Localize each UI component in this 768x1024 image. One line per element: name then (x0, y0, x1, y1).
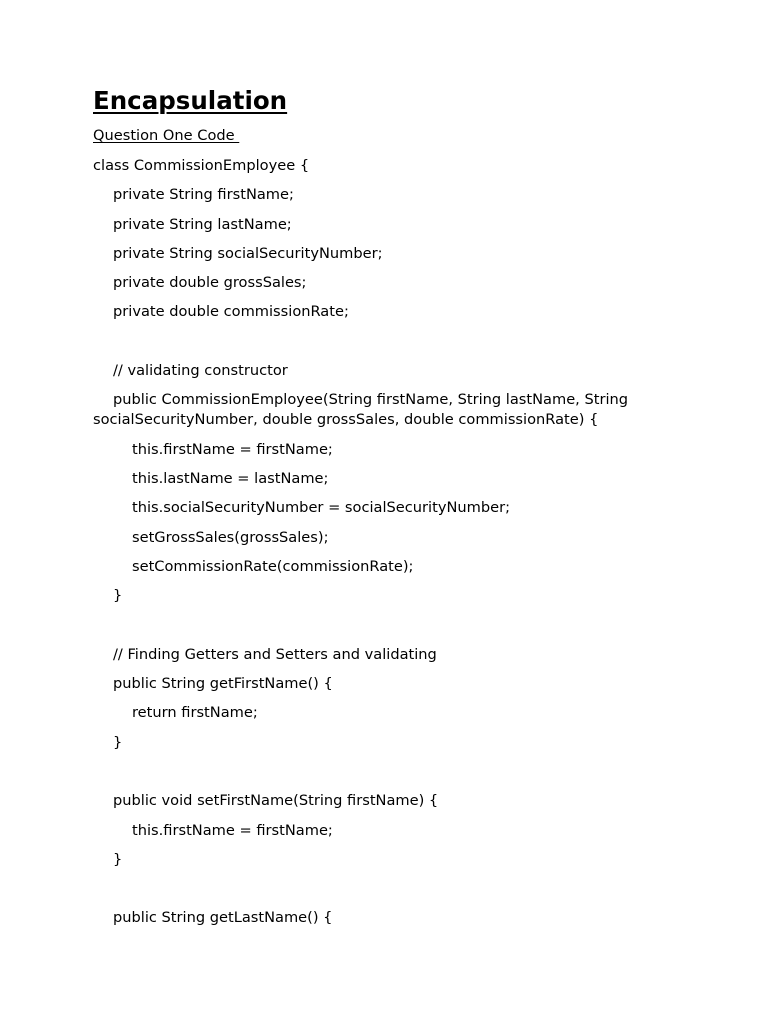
code-line: socialSecurityNumber, double grossSales, double commissionRate) { (93, 411, 599, 429)
blank-line (93, 615, 673, 635)
code-line: this.lastName = lastName; (132, 469, 329, 487)
code-line: private double commissionRate; (113, 303, 349, 321)
code-line: } (113, 587, 123, 605)
document-page (93, 84, 673, 938)
code-line: // validating constructor (113, 362, 288, 380)
code-line: return firstName; (132, 704, 258, 722)
code-line: class CommissionEmployee { (93, 157, 310, 174)
code-line: public void setFirstName(String firstName) { (113, 792, 439, 810)
code-line: public String getLastName() { (113, 909, 333, 927)
code-block (93, 156, 673, 928)
code-line: private String lastName; (113, 215, 292, 233)
blank-line (93, 762, 673, 782)
code-line: public CommissionEmployee(String firstName, String lastName, String (113, 391, 629, 409)
code-line: this.firstName = firstName; (132, 821, 333, 839)
code-line: private String firstName; (113, 186, 294, 204)
code-line: setGrossSales(grossSales); (132, 528, 329, 546)
code-line: } (113, 733, 123, 751)
code-line: private double grossSales; (113, 274, 307, 292)
blank-line (93, 332, 673, 352)
code-line: private String socialSecurityNumber; (113, 244, 383, 262)
code-line: public String getFirstName() { (113, 675, 333, 693)
document-title: Encapsulation (93, 86, 288, 115)
section-heading: Question One Code (93, 127, 240, 144)
code-line: // Finding Getters and Setters and validating (113, 645, 437, 663)
blank-line (93, 879, 673, 899)
code-line: this.firstName = firstName; (132, 440, 333, 458)
code-line: } (113, 850, 123, 868)
code-line: setCommissionRate(commissionRate); (132, 557, 414, 575)
code-line: this.socialSecurityNumber = socialSecurityNumber; (132, 499, 511, 517)
